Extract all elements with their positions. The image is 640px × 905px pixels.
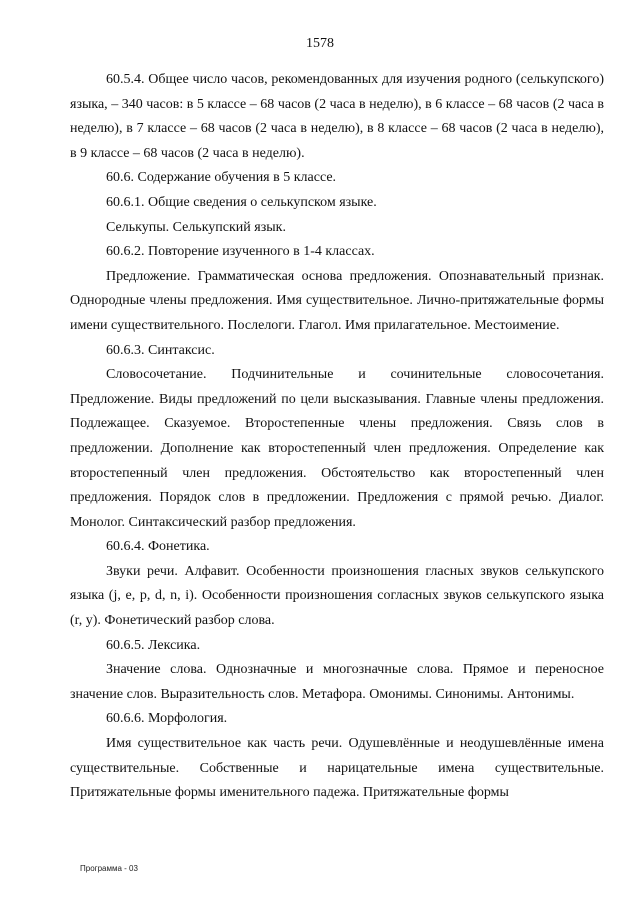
paragraph-hours: 60.5.4. Общее число часов, рекомендованных для изучения родного (селькупского) языка, – 340 часов: в 5 классе – 68 часов (2 часа в неделю), в 6 классе – 68 часов (2 часа в неделю), в 7 классе – 68 часов (2 часа в неделю), в 8 классе – 68 часов (2 часа в неделю), в 9 классе – 68 часов (2 часа в неделю). xyxy=(70,72,604,161)
paragraph-lexicon: Значение слова. Однозначные и многозначные слова. Прямое и переносное значение слов. Выразительность слов. Метафора. Омонимы. Синонимы. Антонимы. xyxy=(70,662,604,702)
section-heading-phonetics: 60.6.4. Фонетика. xyxy=(106,539,210,555)
paragraph-phonetics: Звуки речи. Алфавит. Особенности произношения гласных звуков селькупского языка (j, e, p, d, n, i). Особенности произношения согласных звуков селькупского языка (r, y). Фонетический разбор слова. xyxy=(70,563,604,629)
section-heading-lexicon: 60.6.5. Лексика. xyxy=(106,637,201,653)
paragraph-syntax: Словосочетание. Подчинительные и сочинительные словосочетания. Предложение. Виды предложений по цели высказывания. Главные члены предложения. Подлежащее. Сказуемое. Второстепенные члены предложения. Связь слов в предложении. Дополнение как второстепенный член предложения. Определение как второстепенный член предложения. Обстоятельство как второстепенный член предложения. Порядок слов в предложении. Предложения с прямой речью. Диалог. Монолог. Синтаксический разбор предложения. xyxy=(70,367,604,530)
paragraph-review: Предложение. Грамматическая основа предложения. Опознавательный признак. Однородные члены предложения. Имя существительное. Лично-притяжательные формы имени существительного. Послелоги. Глагол. Имя прилагательное. Местоимение. xyxy=(70,268,604,333)
page-footer: Программа - 03 xyxy=(80,864,138,873)
section-heading-content-grade5: 60.6. Содержание обучения в 5 классе. xyxy=(106,170,337,186)
section-heading-morphology: 60.6.6. Морфология. xyxy=(106,711,228,727)
paragraph-selkups: Селькупы. Селькупский язык. xyxy=(106,219,286,235)
page-number: 1578 xyxy=(306,36,334,51)
paragraph-morphology: Имя существительное как часть речи. Одушевлённые и неодушевлённые имена существительные. Собственные и нарицательные имена существительные. Притяжательные формы именительного падежа. Притяжательные формы xyxy=(70,736,604,801)
section-heading-general-info: 60.6.1. Общие сведения о селькупском языке. xyxy=(106,194,377,210)
section-heading-syntax: 60.6.3. Синтаксис. xyxy=(106,342,215,358)
section-heading-review: 60.6.2. Повторение изученного в 1-4 классах. xyxy=(106,244,375,260)
document-body xyxy=(70,68,604,806)
